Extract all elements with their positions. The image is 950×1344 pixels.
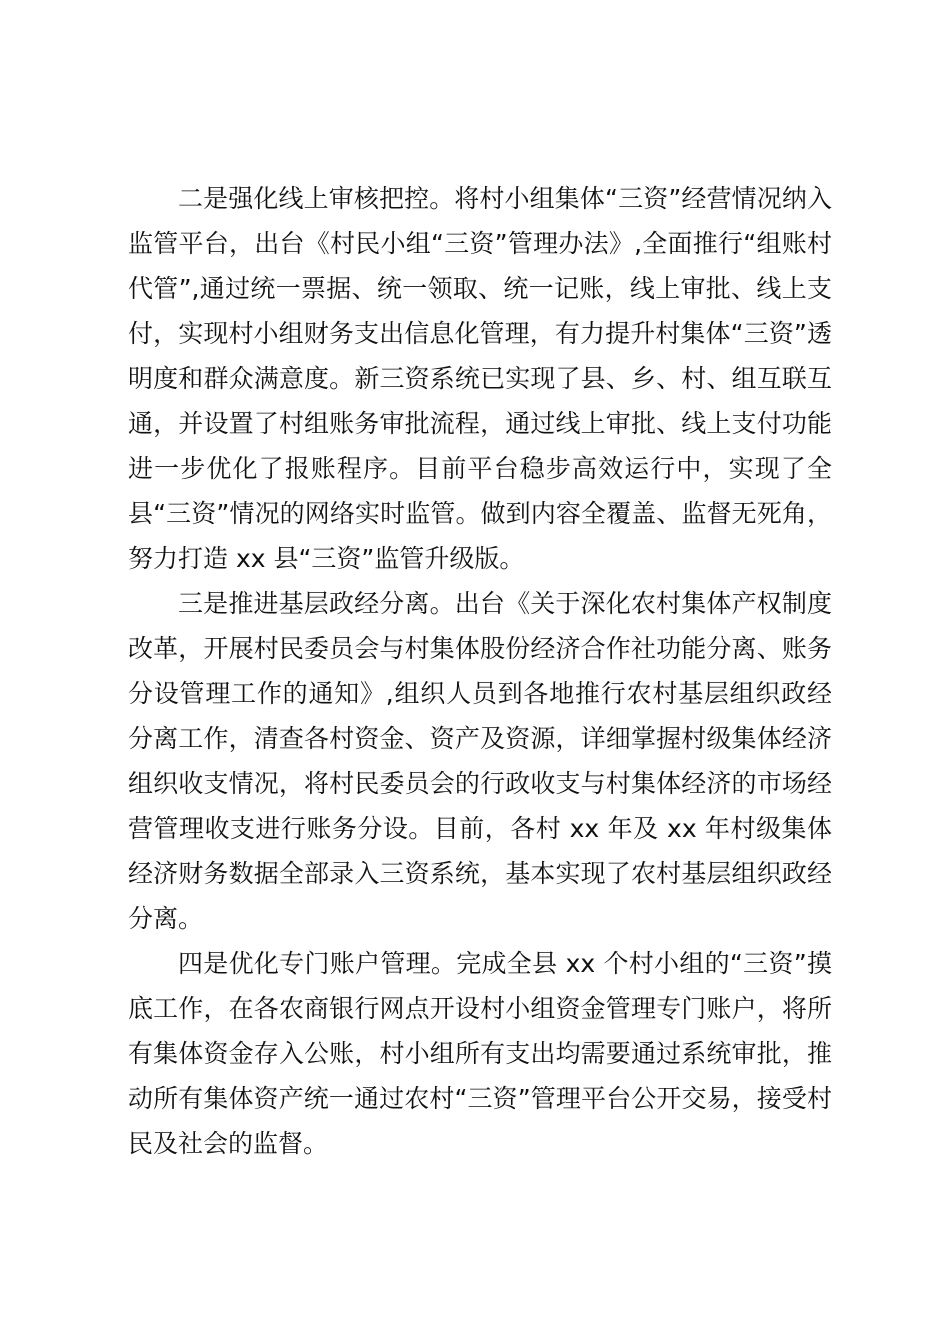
paragraph-online-review: 二是强化线上审核把控。将村小组集体“三资”经营情况纳入监管平台，出台《村民小组“三资”管理办法》,全面推行“组账村代管”,通过统一票据、统一领取、统一记账，线上审批、线上支付，实现村小组财务支出信息化管理，有力提升村集体“三资”透明度和群众满意度。新三资系统已实现了县、乡、村、组互联互通，并设置了村组账务审批流程，通过线上审批、线上支付功能进一步优化了报账程序。目前平台稳步高效运行中，实现了全县“三资”情况的网络实时监管。做到内容全覆盖、监督无死角，努力打造 xx 县“三资”监管升级版。 (128, 184, 832, 573)
paragraph-account-management: 四是优化专门账户管理。完成全县 xx 个村小组的“三资”摸底工作，在各农商银行网点开设村小组资金管理专门账户，将所有集体资金存入公账，村小组所有支出均需要通过系统审批，推动所有集体资产统一通过农村“三资”管理平台公开交易，接受村民及社会的监督。 (128, 949, 832, 1158)
paragraph-separation: 三是推进基层政经分离。出台《关于深化农村集体产权制度改革，开展村民委员会与村集体股份经济合作社功能分离、账务分设管理工作的通知》,组织人员到各地推行农村基层组织政经分离工作，清查各村资金、资产及资源，详细掌握村级集体经济组织收支情况，将村民委员会的行政收支与村集体经济的市场经营管理收支进行账务分设。目前，各村 xx 年及 xx 年村级集体经济财务数据全部录入三资系统，基本实现了农村基层组织政经分离。 (128, 589, 832, 933)
document-body (128, 176, 832, 1166)
